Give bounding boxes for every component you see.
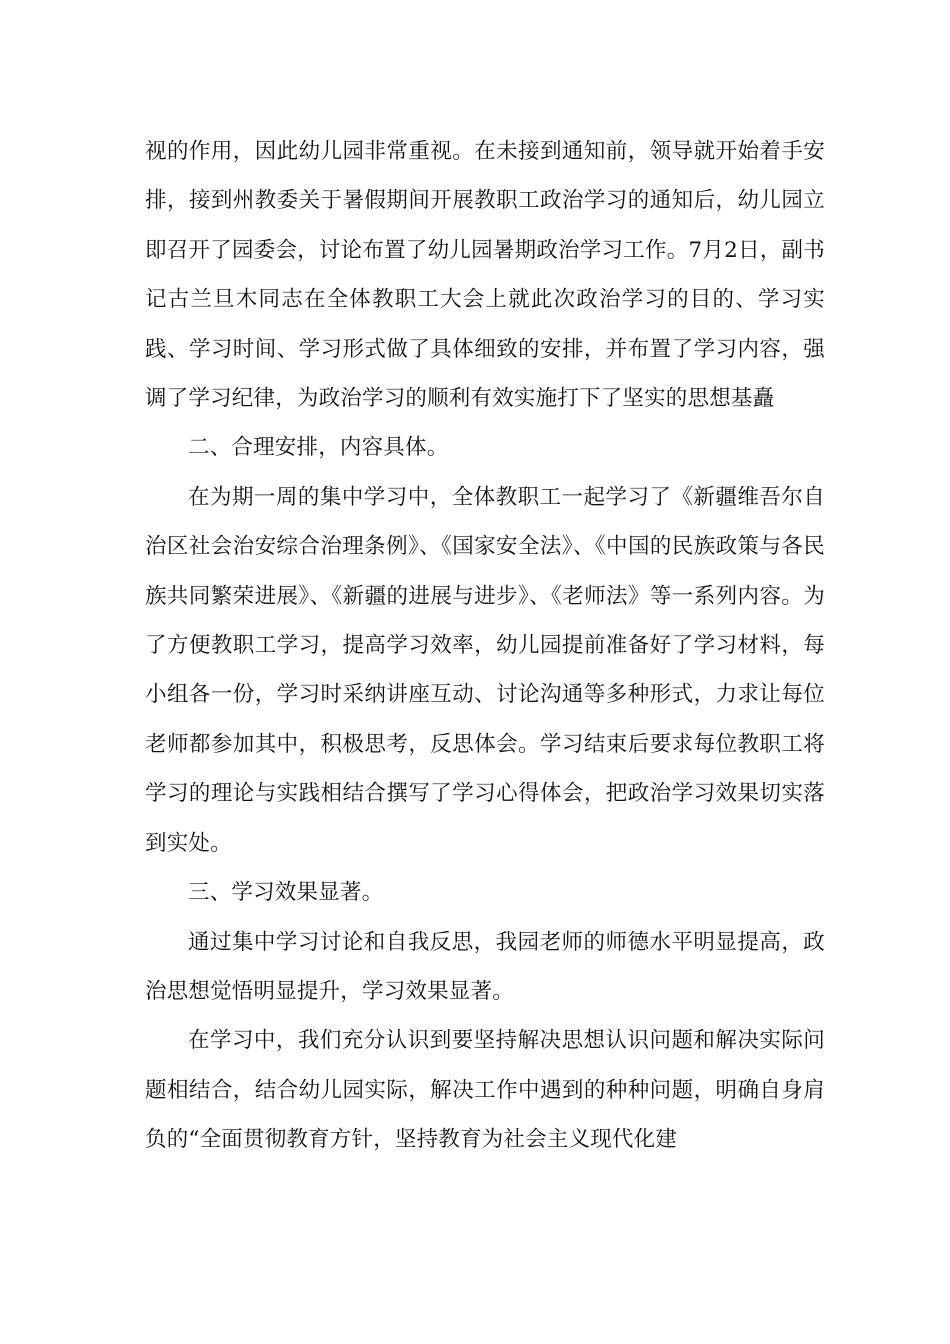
- paragraph-learning-insights: 在学习中，我们充分认识到要坚持解决思想认识问题和解决实际问题相结合，结合幼儿园实际，解决工作中遇到的种种问题，明确自身肩负的“全面贯彻教育方针，坚持教育为社会主义现代化建: [145, 1028, 825, 1153]
- paragraph-results: 通过集中学习讨论和自我反思，我园老师的师德水平明显提高，政治思想觉悟明显提升，学习效果显著。: [145, 929, 825, 1004]
- document-body: [145, 127, 825, 1165]
- paragraph-study-content: 在为期一周的集中学习中，全体教职工一起学习了《新疆维吾尔自治区社会治安综合治理条例》、《国家安全法》、《中国的民族政策与各民族共同繁荣进展》、《新疆的进展与进步》、《老师法》等一系列内容。为了方便教职工学习，提高学习效率，幼儿园提前准备好了学习材料，每小组各一份，学习时采纳讲座互动、讨论沟通等多种形式，力求让每位老师都参加其中，积极思考，反思体会。学习结束后要求每位教职工将学习的理论与实践相结合撰写了学习心得体会，把政治学习效果切实落到实处。: [145, 484, 825, 856]
- paragraph-continuation: 视的作用，因此幼儿园非常重视。在未接到通知前，领导就开始着手安排，接到州教委关于暑假期间开展教职工政治学习的通知后，幼儿园立即召开了园委会，讨论布置了幼儿园暑期政治学习工作。7月2日，副书记古兰旦木同志在全体教职工大会上就此次政治学习的目的、学习实践、学习时间、学习形式做了具体细致的安排，并布置了学习内容，强调了学习纪律，为政治学习的顺利有效实施打下了坚实的思想基矗: [145, 139, 825, 412]
- section-heading-3: 三、学习效果显著。: [188, 880, 384, 906]
- section-heading-2: 二、合理安排，内容具体。: [188, 435, 449, 461]
